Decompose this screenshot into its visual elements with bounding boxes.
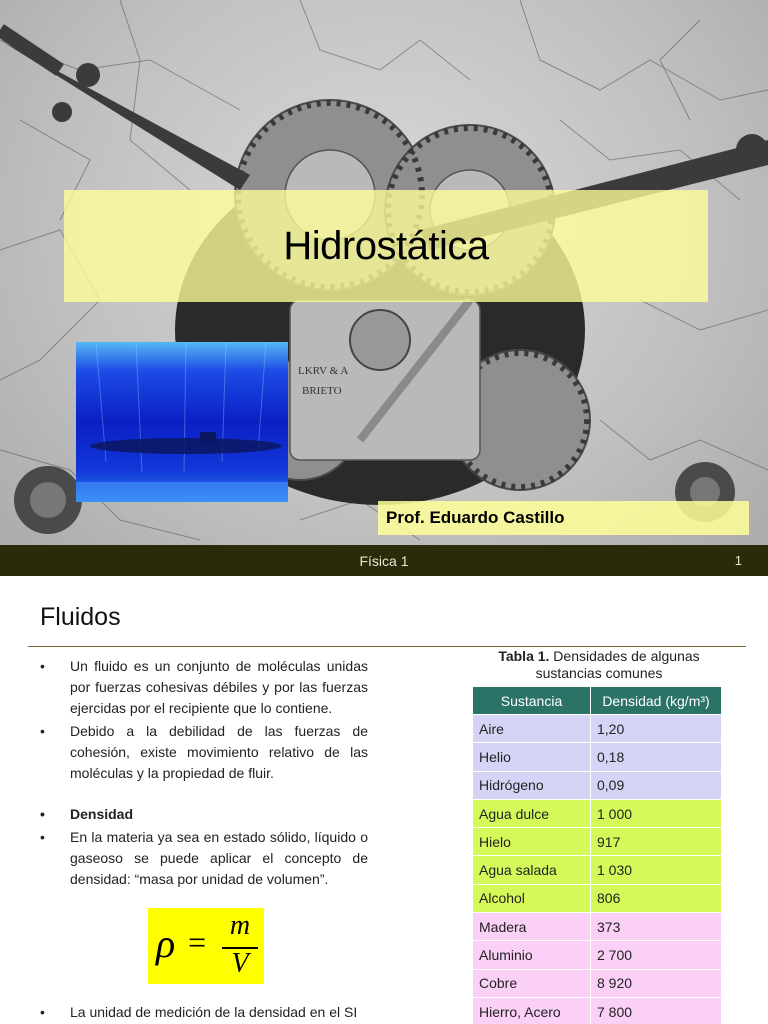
author-band xyxy=(378,501,749,535)
slide-title: Hidrostática xyxy=(283,223,489,268)
svg-text:LKRV & A: LKRV & A xyxy=(298,365,349,377)
cell-density: 917 xyxy=(591,828,722,856)
cell-substance: Agua dulce xyxy=(473,799,591,827)
cell-substance: Madera xyxy=(473,913,591,941)
cell-substance: Alcohol xyxy=(473,884,591,912)
table-row xyxy=(473,743,722,771)
caption-text: Densidades de algunas sustancias comunes xyxy=(535,648,700,681)
slide-footer xyxy=(0,545,768,576)
cell-density: 7 800 xyxy=(591,997,722,1024)
title-band xyxy=(64,190,708,302)
cell-substance: Hidrógeno xyxy=(473,771,591,799)
cell-density: 8 920 xyxy=(591,969,722,997)
cell-substance: Helio xyxy=(473,743,591,771)
bullet-item: • Un fluido es un conjunto de moléculas unidas por fuerzas cohesivas débiles y por las fuerzas ejercidas por el recipiente que lo contiene. xyxy=(40,656,368,719)
cell-density: 1 000 xyxy=(591,799,722,827)
cell-substance: Aluminio xyxy=(473,941,591,969)
formula-rho: ρ xyxy=(156,921,176,966)
caption-label: Tabla 1. xyxy=(498,648,550,664)
submarine-icon xyxy=(76,342,288,502)
cell-density: 0,18 xyxy=(591,743,722,771)
density-formula xyxy=(148,908,264,984)
cell-substance: Hierro, Acero xyxy=(473,997,591,1024)
title-divider xyxy=(28,646,746,647)
formula-numerator: m xyxy=(229,910,251,941)
table-row xyxy=(473,997,722,1024)
table-row xyxy=(473,715,722,743)
bullet-heading-density: • Densidad xyxy=(40,804,368,825)
cell-density: 806 xyxy=(591,884,722,912)
bullet-item: • La unidad de medición de la densidad en el SI xyxy=(40,1002,368,1023)
fluids-slide xyxy=(0,576,768,1024)
density-table xyxy=(472,686,722,1024)
cell-substance: Cobre xyxy=(473,969,591,997)
svg-text:BRIETO: BRIETO xyxy=(302,385,342,397)
header-density: Densidad (kg/m³) xyxy=(591,687,722,715)
cell-substance: Aire xyxy=(473,715,591,743)
table-body xyxy=(473,715,722,1024)
formula-equals: = xyxy=(188,924,207,960)
bullet-list-continued xyxy=(40,1002,368,1024)
table-row xyxy=(473,913,722,941)
cell-density: 1 030 xyxy=(591,856,722,884)
cell-density: 0,09 xyxy=(591,771,722,799)
table-row xyxy=(473,969,722,997)
cell-density: 373 xyxy=(591,913,722,941)
bullet-item: • En la materia ya sea en estado sólido, líquido o gaseoso se puede aplicar el concepto de densidad: “masa por unidad de volumen”. xyxy=(40,827,368,890)
page-number: 1 xyxy=(734,553,742,568)
table-header-row xyxy=(473,687,722,715)
header-substance: Sustancia xyxy=(473,687,591,715)
cell-substance: Agua salada xyxy=(473,856,591,884)
table-row xyxy=(473,799,722,827)
table-row xyxy=(473,828,722,856)
table-row xyxy=(473,941,722,969)
table-caption xyxy=(470,648,728,682)
bullet-item: • Debido a la debilidad de las fuerzas de cohesión, existe movimiento relativo de las moléculas y la propiedad de fluir. xyxy=(40,721,368,784)
author-name: Prof. Eduardo Castillo xyxy=(386,508,565,527)
cell-density: 1,20 xyxy=(591,715,722,743)
cell-density: 2 700 xyxy=(591,941,722,969)
formula-denominator: V xyxy=(231,948,249,979)
submarine-photo xyxy=(76,342,288,502)
slide-title: Fluidos xyxy=(40,603,121,631)
table-row xyxy=(473,771,722,799)
cell-substance: Hielo xyxy=(473,828,591,856)
footer-course: Física 1 xyxy=(359,553,409,569)
table-row xyxy=(473,884,722,912)
table-row xyxy=(473,856,722,884)
bullet-list xyxy=(40,656,368,892)
